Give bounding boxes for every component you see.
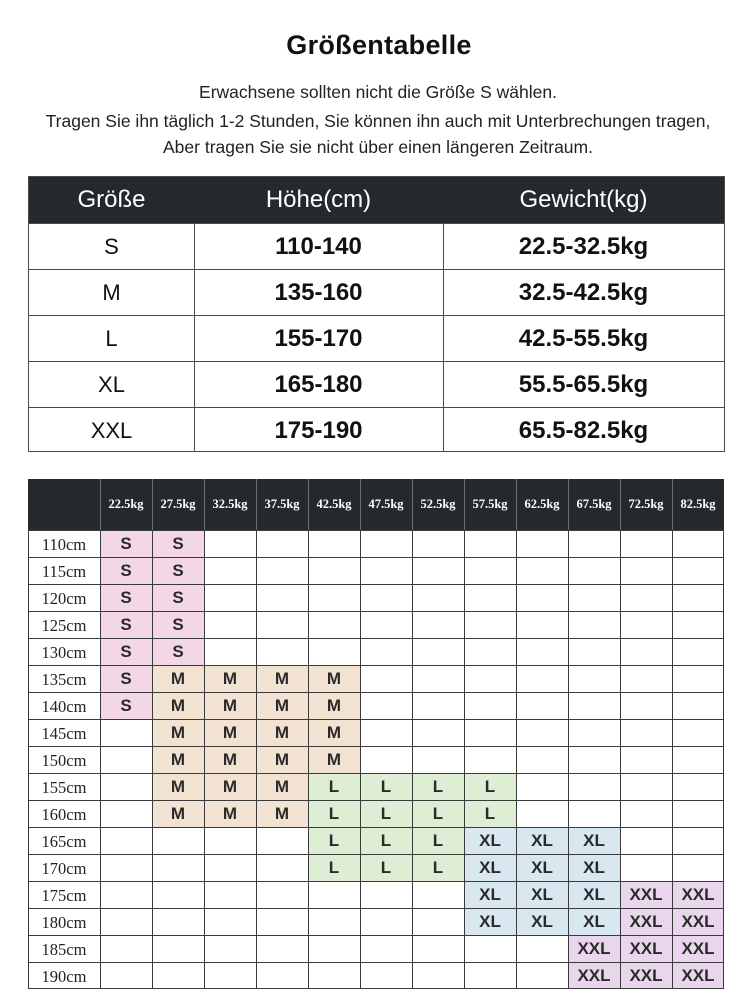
weight-column-label: 62.5kg: [524, 497, 560, 511]
weight-column-label: 67.5kg: [576, 497, 612, 511]
header-separator: [152, 479, 153, 530]
weight-column-label: 42.5kg: [316, 497, 352, 511]
matrix-cell: S: [100, 584, 152, 611]
height-row-label: 175cm: [41, 886, 87, 905]
column-divider: [194, 223, 195, 452]
height-row-label: 125cm: [41, 616, 87, 635]
height-row-label: 185cm: [41, 940, 87, 959]
matrix-cell: M: [204, 692, 256, 719]
weight-column-label: 27.5kg: [160, 497, 196, 511]
page-title: Größentabelle: [286, 30, 472, 60]
weight-cell: 42.5-55.5kg: [518, 325, 649, 352]
matrix-cell: L: [464, 800, 516, 827]
height-row-label: 170cm: [41, 859, 87, 878]
matrix-cell: XL: [568, 854, 620, 881]
matrix-cell: M: [152, 773, 204, 800]
height-row-label: 115cm: [41, 562, 87, 581]
height-row-label: 130cm: [41, 643, 87, 662]
header-height: Höhe(cm): [265, 186, 372, 213]
matrix-header: [28, 479, 724, 530]
size-table-header: [29, 177, 724, 223]
matrix-cell: XL: [516, 908, 568, 935]
table-row: [29, 315, 724, 361]
grid-line: [152, 530, 153, 989]
matrix-cell: XXL: [620, 962, 672, 989]
matrix-cell: XXL: [620, 881, 672, 908]
matrix-cell: L: [412, 827, 464, 854]
grid-line: [620, 530, 621, 989]
matrix-cell: XL: [516, 827, 568, 854]
matrix-cell: S: [152, 584, 204, 611]
matrix-cell: M: [204, 719, 256, 746]
matrix-cell: M: [152, 692, 204, 719]
weight-column-label: 52.5kg: [420, 497, 456, 511]
size-cell: XXL: [90, 418, 133, 443]
grid-line: [412, 530, 413, 989]
matrix-cell: XL: [568, 881, 620, 908]
grid-line: [723, 530, 724, 989]
size-cell: M: [102, 280, 121, 305]
height-row-label: 140cm: [41, 697, 87, 716]
matrix-cell: S: [100, 692, 152, 719]
matrix-cell: L: [412, 800, 464, 827]
weight-column-label: 82.5kg: [680, 497, 716, 511]
note-line-2: Tragen Sie ihn täglich 1-2 Stunden, Sie können ihn auch mit Unterbrechungen tragen,: [45, 111, 711, 131]
matrix-cell: L: [360, 800, 412, 827]
weight-cell: 22.5-32.5kg: [518, 233, 649, 260]
matrix-cell: XXL: [672, 881, 724, 908]
matrix-cell: S: [100, 530, 152, 557]
header-separator: [100, 479, 101, 530]
grid-line: [100, 530, 101, 989]
matrix-cell: M: [152, 800, 204, 827]
matrix-cell: M: [152, 746, 204, 773]
matrix-cell: M: [256, 746, 308, 773]
matrix-cell: L: [412, 854, 464, 881]
header-separator: [412, 479, 413, 530]
weight-cell: 32.5-42.5kg: [518, 279, 649, 306]
matrix-cell: S: [100, 611, 152, 638]
header-separator: [204, 479, 205, 530]
size-matrix: [28, 530, 724, 989]
matrix-cell: XXL: [672, 908, 724, 935]
matrix-cell: L: [308, 827, 360, 854]
matrix-cell: M: [256, 800, 308, 827]
grid-line: [672, 530, 673, 989]
matrix-cell: L: [308, 854, 360, 881]
matrix-cell: L: [360, 854, 412, 881]
matrix-cell: M: [256, 665, 308, 692]
grid-line: [256, 530, 257, 989]
matrix-cell: XXL: [672, 935, 724, 962]
matrix-cell: L: [412, 773, 464, 800]
height-cell: 165-180: [274, 371, 363, 398]
matrix-cell: S: [152, 530, 204, 557]
matrix-cell: L: [360, 773, 412, 800]
table-row: [29, 223, 724, 269]
header-weight: Gewicht(kg): [519, 186, 648, 213]
matrix-cell: S: [100, 557, 152, 584]
matrix-cell: L: [308, 773, 360, 800]
weight-cell: 65.5-82.5kg: [518, 417, 649, 444]
height-cell: 175-190: [274, 417, 363, 444]
note-line-3: Aber tragen Sie sie nicht über einen längeren Zeitraum.: [163, 137, 593, 157]
height-row-label: 155cm: [41, 778, 87, 797]
matrix-cell: XXL: [620, 908, 672, 935]
header-separator: [464, 479, 465, 530]
header-separator: [516, 479, 517, 530]
matrix-cell: XXL: [568, 962, 620, 989]
note-line-1: Erwachsene sollten nicht die Größe S wählen.: [199, 82, 557, 102]
matrix-cell: S: [100, 638, 152, 665]
header-separator: [620, 479, 621, 530]
height-row-label: 180cm: [41, 913, 87, 932]
matrix-cell: XL: [516, 854, 568, 881]
grid-line: [516, 530, 517, 989]
matrix-cell: XL: [464, 908, 516, 935]
matrix-cell: S: [152, 557, 204, 584]
header-separator: [672, 479, 673, 530]
matrix-cell: L: [308, 800, 360, 827]
weight-column-label: 32.5kg: [212, 497, 248, 511]
matrix-cell: M: [256, 719, 308, 746]
column-divider: [443, 223, 444, 452]
matrix-cell: S: [100, 665, 152, 692]
height-cell: 155-170: [274, 325, 363, 352]
size-cell: L: [105, 326, 118, 351]
matrix-cell: XXL: [672, 962, 724, 989]
matrix-cell: M: [204, 773, 256, 800]
grid-line: [464, 530, 465, 989]
matrix-cell: XXL: [568, 935, 620, 962]
header-separator: [568, 479, 569, 530]
grid-line: [360, 530, 361, 989]
height-row-label: 190cm: [41, 967, 87, 986]
height-row-label: 135cm: [41, 670, 87, 689]
weight-column-label: 72.5kg: [628, 497, 664, 511]
size-cell: S: [104, 234, 119, 259]
height-cell: 135-160: [274, 279, 363, 306]
matrix-cell: M: [308, 692, 360, 719]
height-row-label: 120cm: [41, 589, 87, 608]
matrix-cell: L: [464, 773, 516, 800]
matrix-cell: XL: [568, 908, 620, 935]
header-separator: [360, 479, 361, 530]
weight-column-label: 22.5kg: [108, 497, 144, 511]
matrix-cell: M: [204, 746, 256, 773]
grid-line: [204, 530, 205, 989]
matrix-cell: M: [152, 665, 204, 692]
matrix-cell: M: [308, 665, 360, 692]
grid-line: [568, 530, 569, 989]
matrix-cell: M: [256, 692, 308, 719]
matrix-cell: XL: [464, 881, 516, 908]
height-row-label: 165cm: [41, 832, 87, 851]
matrix-cell: M: [308, 746, 360, 773]
matrix-cell: S: [152, 611, 204, 638]
matrix-cell: S: [152, 638, 204, 665]
weight-column-label: 37.5kg: [264, 497, 300, 511]
table-row: [29, 407, 724, 453]
height-cell: 110-140: [275, 233, 362, 260]
height-row-label: 110cm: [41, 535, 87, 554]
height-row-label: 160cm: [41, 805, 87, 824]
matrix-cell: XL: [568, 827, 620, 854]
matrix-cell: M: [152, 719, 204, 746]
height-row-label: 150cm: [41, 751, 87, 770]
header-size: Größe: [77, 186, 146, 213]
matrix-cell: M: [204, 665, 256, 692]
matrix-cell: XXL: [620, 935, 672, 962]
size-cell: XL: [98, 372, 125, 397]
matrix-cell: M: [308, 719, 360, 746]
weight-column-label: 57.5kg: [472, 497, 508, 511]
header-separator: [308, 479, 309, 530]
weight-cell: 55.5-65.5kg: [518, 371, 649, 398]
header-separator: [256, 479, 257, 530]
matrix-cell: M: [204, 800, 256, 827]
matrix-cell: L: [360, 827, 412, 854]
matrix-cell: XL: [464, 854, 516, 881]
weight-column-label: 47.5kg: [368, 497, 404, 511]
grid-line: [308, 530, 309, 989]
matrix-cell: XL: [464, 827, 516, 854]
matrix-cell: M: [256, 773, 308, 800]
size-summary-table: [28, 176, 725, 452]
table-row: [29, 269, 724, 315]
table-row: [29, 361, 724, 407]
matrix-cell: XL: [516, 881, 568, 908]
height-row-label: 145cm: [41, 724, 87, 743]
